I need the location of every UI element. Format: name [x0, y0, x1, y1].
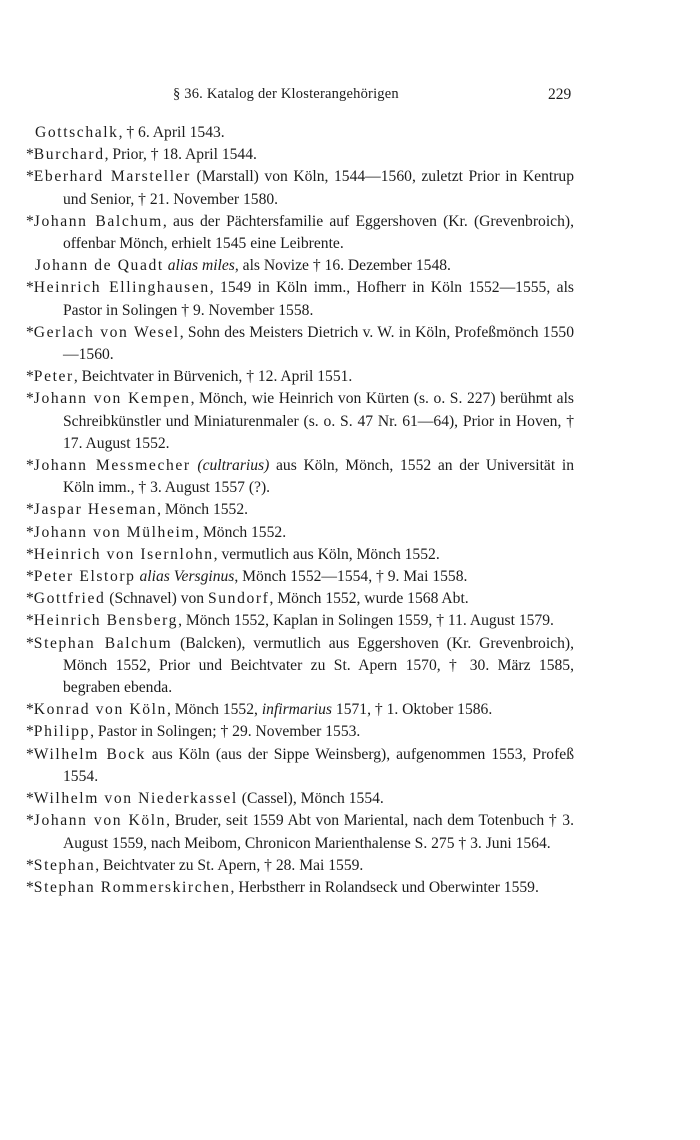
entry-name: Johann von Mülheim	[33, 523, 196, 541]
catalog-entry: *Wilhelm von Niederkassel (Cassel), Mönch 1554.	[26, 790, 384, 808]
asterisk-marker: *	[26, 390, 34, 408]
entry-name: Burchard	[33, 146, 105, 164]
asterisk-marker: *	[26, 501, 34, 519]
entry-name: Peter Elstorp	[33, 568, 136, 586]
catalog-entry: *Johann Balchum, aus der Pächtersfamilie auf Eggershoven (Kr. (Grevenbroich), offenbar Mönch, erhielt 1545 eine Leibrente.	[26, 212, 574, 253]
running-head	[0, 86, 700, 110]
asterisk-marker: *	[26, 723, 34, 741]
entry-name: Johann Messmecher	[33, 457, 191, 475]
entry-name: Johann de Quadt	[35, 257, 164, 275]
asterisk-marker: *	[26, 856, 34, 874]
entry-name: Heinrich von Isernlohn	[33, 545, 214, 563]
asterisk-marker: *	[26, 279, 34, 297]
asterisk-marker: *	[26, 457, 34, 475]
catalog-entry: *Stephan Balchum (Balcken), vermutlich aus Eggershoven (Kr. Grevenbroich), Mönch 1552, Prior und Beichtvater zu St. Apern 1570, † 30. März 1585, begraben ebenda.	[26, 634, 574, 697]
latin-term: alias Versginus	[139, 568, 235, 586]
catalog-entry: *Johann von Kempen, Mönch, wie Heinrich von Kürten (s. o. S. 227) berühmt als Schreibkünstler und Miniaturenmaler (s. o. S. 47 Nr. 61—64), Prior in Hoven, † 17. August 1552.	[26, 390, 574, 452]
catalog-entry: *Burchard, Prior, † 18. April 1544.	[26, 146, 257, 164]
catalog-entry: *Philipp, Pastor in Solingen; † 29. November 1553.	[26, 723, 361, 741]
entry-name: Johann von Köln	[33, 812, 167, 830]
catalog-entry: *Konrad von Köln, Mönch 1552, infirmarius 1571, † 1. Oktober 1586.	[26, 701, 493, 719]
asterisk-marker: *	[26, 568, 34, 586]
catalog-entry: Gottschalk, † 6. April 1543.	[35, 124, 225, 141]
entry-name: Gerlach von Wesel	[33, 323, 180, 341]
entry-name: Heinrich Bensberg	[33, 612, 179, 630]
entry-name: Peter	[33, 368, 74, 386]
page-number: 229	[548, 86, 572, 103]
entry-name: Gottschalk	[35, 124, 119, 141]
asterisk-marker: *	[26, 612, 34, 630]
entry-name: Gottfried	[33, 590, 106, 608]
catalog-entry: Johann de Quadt alias miles, als Novize † 16. Dezember 1548.	[35, 257, 451, 275]
entry-name: Konrad von Köln	[33, 701, 167, 719]
asterisk-marker: *	[26, 146, 34, 164]
entry-name: Stephan	[33, 856, 96, 874]
catalog-entry: *Jaspar Heseman, Mönch 1552.	[26, 501, 249, 519]
catalog-entry: *Gerlach von Wesel, Sohn des Meisters Dietrich v. W. in Köln, Profeßmönch 1550—1560.	[26, 323, 574, 364]
asterisk-marker: *	[26, 634, 34, 652]
asterisk-marker: *	[26, 545, 34, 563]
latin-term: alias miles	[167, 257, 235, 275]
catalog-entry: *Wilhelm Bock aus Köln (aus der Sippe Weinsberg), aufgenommen 1553, Profeß 1554.	[26, 745, 574, 785]
entry-name: Stephan Rommerskirchen	[33, 878, 231, 896]
entry-name: Wilhelm von Niederkassel	[33, 790, 238, 808]
entry-name: Johann Balchum	[33, 212, 163, 230]
asterisk-marker: *	[26, 212, 34, 230]
entry-name: Wilhelm Bock	[33, 745, 146, 763]
asterisk-marker: *	[26, 323, 34, 341]
catalog-entry: *Johann von Köln, Bruder, seit 1559 Abt von Mariental, nach dem Totenbuch † 3. August 1559, nach Meibom, Chronicon Marienthalense S. 275 † 3. Juni 1564.	[26, 812, 574, 852]
asterisk-marker: *	[26, 523, 34, 541]
entry-name: Philipp	[33, 723, 91, 741]
entry-name: Johann von Kempen	[33, 390, 191, 408]
catalog-entry-list	[26, 122, 574, 899]
entry-name: Jaspar Heseman	[33, 501, 158, 519]
catalog-entry: *Stephan Rommerskirchen, Herbstherr in Rolandseck und Oberwinter 1559.	[26, 878, 539, 896]
asterisk-marker: *	[26, 168, 34, 186]
entry-name: Stephan Balchum	[33, 634, 173, 652]
catalog-entry: *Gottfried (Schnavel) von Sundorf, Mönch 1552, wurde 1568 Abt.	[26, 590, 469, 608]
entry-name: Eberhard Marsteller	[33, 168, 191, 186]
catalog-entry: *Peter, Beichtvater in Bürvenich, † 12. April 1551.	[26, 368, 353, 386]
catalog-entry: *Heinrich Bensberg, Mönch 1552, Kaplan in Solingen 1559, † 11. August 1579.	[26, 612, 554, 630]
catalog-entry: *Stephan, Beichtvater zu St. Apern, † 28. Mai 1559.	[26, 856, 364, 874]
entry-name: Heinrich Ellinghausen	[33, 279, 210, 297]
asterisk-marker: *	[26, 878, 34, 896]
entry-name: Sundorf	[208, 590, 270, 608]
catalog-entry: *Eberhard Marsteller (Marstall) von Köln, 1544—1560, zuletzt Prior in Kentrup und Senior, † 21. November 1580.	[26, 168, 574, 208]
asterisk-marker: *	[26, 745, 34, 763]
catalog-entry: *Heinrich von Isernlohn, vermutlich aus Köln, Mönch 1552.	[26, 545, 440, 563]
running-title: § 36. Katalog der Klosterangehörigen	[173, 86, 399, 102]
asterisk-marker: *	[26, 790, 34, 808]
asterisk-marker: *	[26, 701, 34, 719]
catalog-entry: *Johann Messmecher (cultrarius) aus Köln, Mönch, 1552 an der Universität in Köln imm., † 3. August 1557 (?).	[26, 457, 574, 497]
asterisk-marker: *	[26, 368, 34, 386]
catalog-entry: *Johann von Mülheim, Mönch 1552.	[26, 523, 287, 541]
catalog-entry: *Heinrich Ellinghausen, 1549 in Köln imm., Hofherr in Köln 1552—1555, als Pastor in Solingen † 9. November 1558.	[26, 279, 574, 319]
catalog-entry: *Peter Elstorp alias Versginus, Mönch 1552—1554, † 9. Mai 1558.	[26, 568, 468, 586]
latin-term: infirmarius	[261, 701, 332, 719]
asterisk-marker: *	[26, 590, 34, 608]
asterisk-marker: *	[26, 812, 34, 830]
latin-term: (cultrarius)	[197, 457, 270, 475]
